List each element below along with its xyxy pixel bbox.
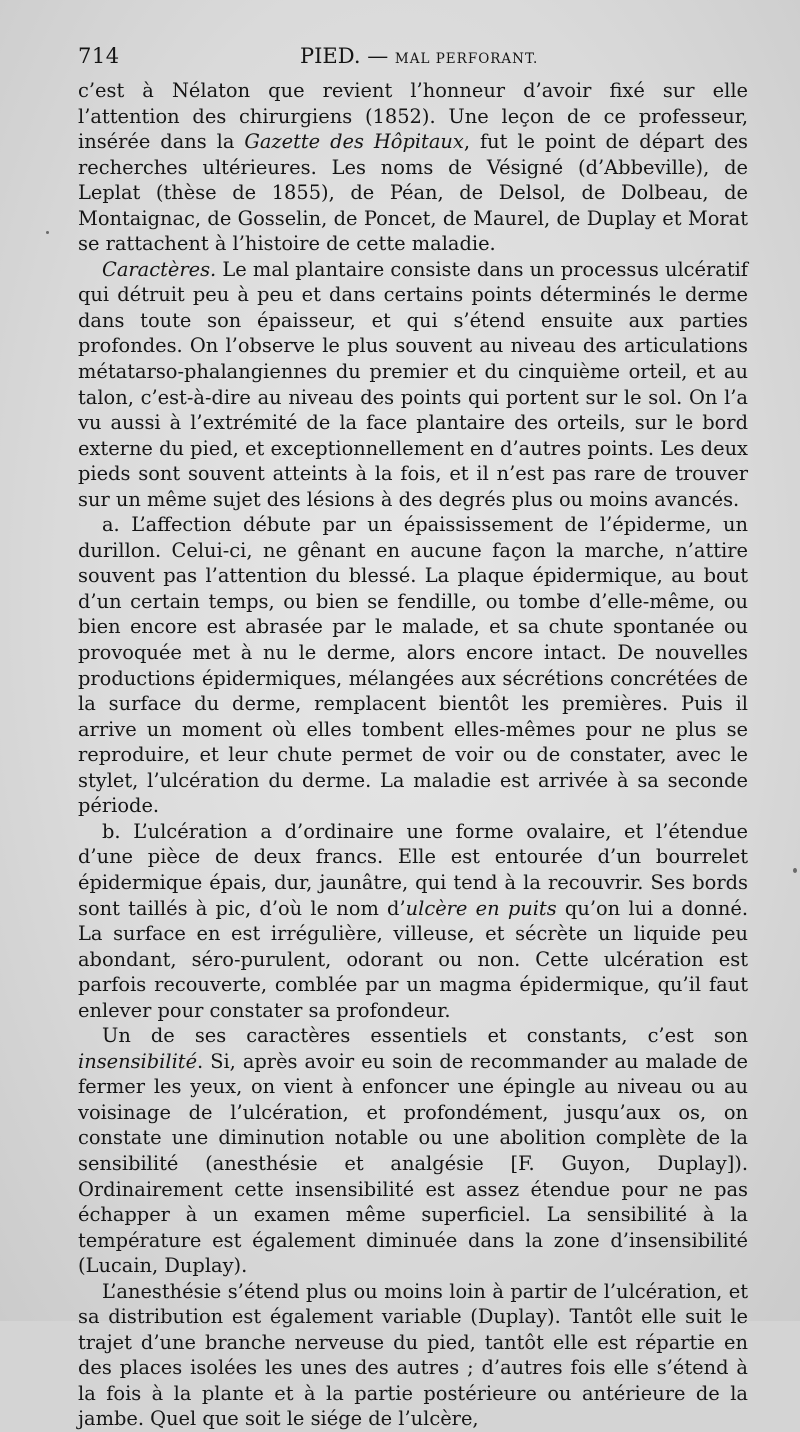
text-run: a. L’affection débute par un épaississement de l’épiderme, un durillon. Celui-ci, ne gênant en aucune façon la marche, n’attire souvent pas l’attention du blessé. La plaque épidermique, au bout d’un certain temps, ou bien se fendille, ou tombe d’elle-même, ou bien encore est abrasée par le malade, et sa chute spontanée ou provoquée met à nu le derme, alors encore intact. De nouvelles productions épidermiques, mélangées aux sécrétions concrétées de la surface du derme, remplacent bientôt les premières. Puis il arrive un moment où elles tombent elles-mêmes pour ne plus se reproduire, et leur chute permet de voir ou de constater, avec le stylet, l’ulcération du derme. La maladie est arrivée à sa seconde période. [78,513,748,818]
text-run: b. L’ulcération a d’ordinaire une forme ovalaire, et l’étendue d’une pièce de deux francs. Elle est entourée d’un bourrelet épidermique épais, dur, jaunâtre, qui tend à la recouvrir. Ses bords sont taillés à pic, d’où le nom d’ [78,819,748,920]
running-title-dash: — [360,44,395,68]
margin-speck [46,231,49,234]
text-run: , fut le point de départ des recherches ultérieures. Les noms de Vésigné (d’Abbeville), de Leplat (thèse de 1855), de Péan, de Delsol, de Dolbeau, de Montaignac, de Gosselin, de Poncet, de Maurel, de Duplay et Morat se rattachent à l’histoire de cette maladie. [78,130,748,256]
journal-title-italic: Gazette des Hôpitaux [244,130,464,154]
term-italic: insensibilité [78,1049,198,1073]
page-header [78,44,748,74]
running-title-main: PIED. [300,44,361,68]
page-number: 714 [78,44,120,68]
text-run: Le mal plantaire consiste dans un processus ulcératif qui détruit peu à peu et dans certains points déterminés le derme dans toute son épaisseur, et qui s’étend ensuite aux parties profondes. On l’observe le plus souvent au niveau des articulations métatarso-phalangiennes du premier et du cinquième orteil, et au talon, c’est-à-dire au niveau des points qui portent sur le sol. On l’a vu aussi à l’extrémité de la face plantaire des orteils, sur le bord externe du pied, et exceptionnellement en d’autres points. Les deux pieds sont souvent atteints à la fois, et il n’est pas rare de trouver sur un même sujet des lésions à des degrés plus ou moins avancés. [78,257,748,511]
text-run: Un de ses caractères essentiels et constants, c’est son [102,1024,748,1048]
text-run: L’anesthésie s’étend plus ou moins loin à partir de l’ulcération, et sa distribution est également variable (Duplay). Tantôt elle suit le trajet d’une branche nerveuse du pied, tantôt elle est répartie en des places isolées les unes des autres ; d’autres fois elle s’étend à la fois à la plante et à la partie postérieure ou antérieure de la jambe. Quel que soit le siége de l’ulcère, [78,1279,748,1431]
text-run: . Si, après avoir eu soin de recommander au malade de fermer les yeux, on vient à enfoncer une épingle au niveau ou au voisinage de l’ulcération, et profondément, jusqu’aux os, on constate une diminution notable ou une abolition complète de la sensibilité (anesthésie et analgésie [F. Guyon, Duplay]). Ordinairement cette insensibilité est assez étendue pour ne pas échapper à un examen même superficiel. La sensibilité à la température est également diminuée dans la zone d’insensibilité (Lucain, Duplay). [78,1049,748,1278]
text-run: qu’on lui a donné. La surface en est irrégulière, villeuse, et sécrète un liquide peu abondant, séro-purulent, odorant ou non. Cette ulcération est parfois recouverte, comblée par un magma épidermique, qu’il faut enlever pour constater sa profondeur. [78,896,748,1022]
paragraph-anesthesie [78,1279,748,1432]
paragraph-history [78,78,748,257]
term-italic: ulcère en puits [405,896,557,920]
running-title [300,44,538,68]
margin-speck [793,868,797,873]
body-text [78,78,748,1432]
paragraph-insensibilite [78,1023,748,1278]
section-heading-italic: Caractères. [102,257,217,281]
text-run: c’est à Nélaton que revient l’honneur d’avoir fixé sur elle l’attention des chirurgiens (1852). Une leçon de ce professeur, insérée dans la [78,79,748,154]
paragraph-stage-b [78,819,748,1023]
paragraph-stage-a [78,512,748,819]
running-title-sub: MAL PERFORANT. [394,51,539,67]
paragraph-caracteres [78,257,748,512]
